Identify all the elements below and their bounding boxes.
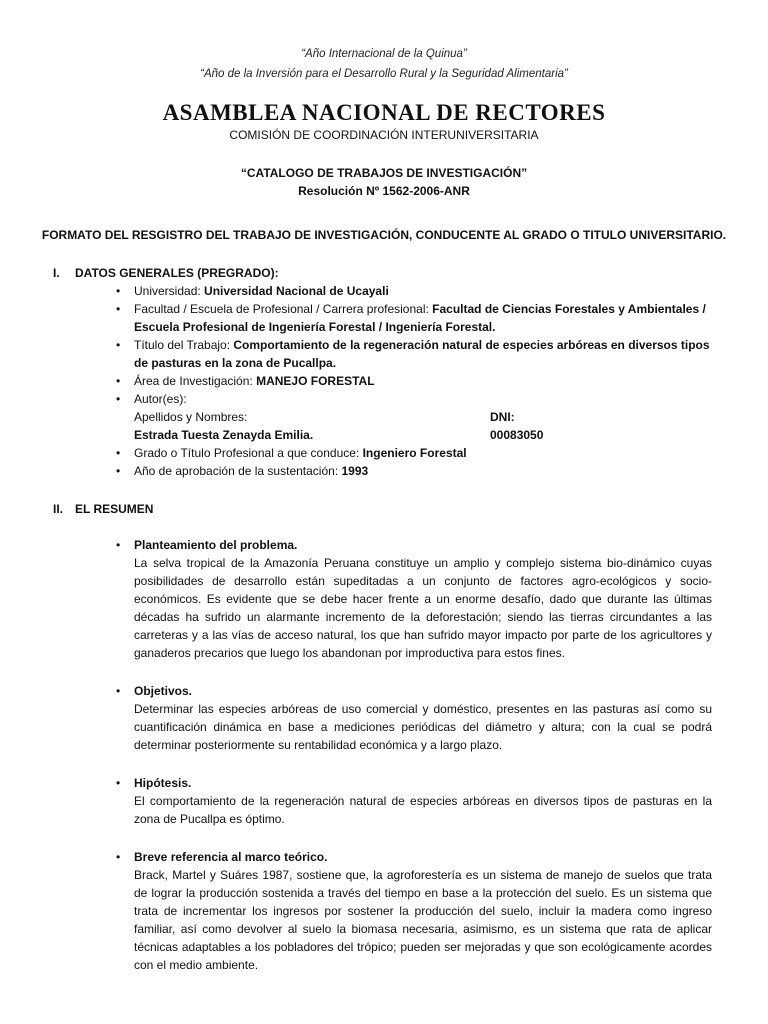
faculty-label: Facultad / Escuela de Profesional / Carrera profesional:: [134, 302, 433, 316]
objectives-text: Determinar las especies arbóreas de uso comercial y doméstico, presentes en las pasturas así como su cuantificación dinámica en base a mediciones periódicas del diámetro y altura; con la cual se podrá determinar posteriormente su rentabilidad económica y a largo plazo.: [134, 702, 712, 752]
faculty-separator: /: [699, 302, 706, 316]
bullet-icon: •: [116, 850, 121, 864]
names-label: Apellidos y Nombres:: [134, 410, 248, 424]
summary-objectives: [0, 682, 768, 754]
list-item-work-title: [0, 336, 768, 372]
summary-framework: [0, 848, 768, 974]
motto-line-1: “Año Internacional de la Quinua”: [301, 48, 467, 60]
bullet-icon: •: [116, 284, 121, 298]
research-area-value: MANEJO FORESTAL: [256, 374, 375, 388]
list-item-degree: [0, 444, 768, 462]
list-item-research-area: [0, 372, 768, 390]
document-title: ASAMBLEA NACIONAL DE RECTORES: [162, 100, 606, 125]
framework-title: Breve referencia al marco teórico.: [134, 850, 328, 864]
school-value: Escuela Profesional de Ingeniería Forestal: [134, 320, 376, 334]
dni-label: DNI:: [490, 410, 515, 424]
section-2-heading: [53, 500, 768, 518]
faculty-value: Facultad de Ciencias Forestales y Ambientales: [432, 302, 700, 316]
authors-label: Autor(es):: [134, 392, 187, 406]
degree-label: Grado o Título Profesional a que conduce:: [134, 446, 363, 460]
bullet-icon: •: [116, 538, 121, 552]
summary-problem: [0, 536, 768, 662]
author-row: [134, 426, 712, 444]
author-header-row: [134, 408, 712, 426]
section-1-heading: [53, 264, 768, 282]
section-1-number: I.: [53, 266, 60, 280]
university-label: Universidad:: [134, 284, 205, 298]
author-dni: 00083050: [490, 428, 544, 442]
university-value: Universidad Nacional de Ucayali: [204, 284, 389, 298]
section-2-title: EL RESUMEN: [75, 502, 154, 516]
bullet-icon: •: [116, 374, 121, 388]
catalog-title: “CATALOGO DE TRABAJOS DE INVESTIGACIÓN”: [240, 166, 528, 180]
career-value: Ingeniería Forestal.: [385, 320, 496, 334]
list-item-faculty: [0, 300, 768, 336]
problem-text: La selva tropical de la Amazonía Peruana constituye un amplio y complejo sistema bio-dinámico cuyas posibilidades de desarrollo están supeditadas a un conjunto de factores agro-ecológicos y socio-económicos. Es evidente que se debe hacer frente a un enorme desafío, dado que durante las últimas décadas ha sufrido un alarmante incremento de la deforestación; siendo las tierras circundantes a las carreteras y a las vías de acceso natural, los que han sufrido mayor impacto por parte de los agricultores y ganaderos precarios que luego los abandonan por improductiva para estos fines.: [134, 556, 712, 660]
general-data-list: [0, 282, 768, 480]
bullet-icon: •: [116, 684, 121, 698]
list-item-approval-year: [0, 462, 768, 480]
work-title-label: Título del Trabajo:: [134, 338, 234, 352]
summary-hypothesis: [0, 774, 768, 828]
list-item-university: [0, 282, 768, 300]
bullet-icon: •: [116, 392, 121, 406]
research-area-label: Área de Investigación:: [134, 374, 257, 388]
approval-year-label: Año de aprobación de la sustentación:: [134, 464, 342, 478]
bullet-icon: •: [116, 302, 121, 316]
section-2-number: II.: [53, 502, 64, 516]
document-subtitle: COMISIÓN DE COORDINACIÓN INTERUNIVERSITARIA: [229, 128, 539, 142]
bullet-icon: •: [116, 446, 121, 460]
motto-line-2: “Año de la Inversión para el Desarrollo Rural y la Seguridad Alimentaria”: [200, 68, 568, 80]
bullet-icon: •: [116, 776, 121, 790]
approval-year-value: 1993: [341, 464, 369, 478]
hypothesis-title: Hipótesis.: [134, 776, 192, 790]
summary-list: [0, 536, 768, 974]
problem-title: Planteamiento del problema.: [134, 538, 298, 552]
school-separator: /: [375, 320, 386, 334]
bullet-icon: •: [116, 338, 121, 352]
objectives-title: Objetivos.: [134, 684, 193, 698]
framework-text: Brack, Martel y Suáres 1987, sostiene que, la agroforestería es un sistema de manejo de suelos que trata de lograr la producción sostenida a través del tiempo en base a la protección del suelo. Es un sistema que trata de incrementar los ingresos por sostener la producción del suelo, incluir la madera como ingreso familiar, así como devolver al suelo la biomasa necesaria, asimismo, es un sistema que rata de aplicar técnicas adaptables a los pobladores del trópico; pueden ser mejoradas y que son ecológicamente acordes con el medio ambiente.: [134, 868, 712, 972]
resolution-number: Resolución Nº 1562-2006-ANR: [298, 184, 470, 198]
bullet-icon: •: [116, 464, 121, 478]
work-title-value: Comportamiento de la regeneración natural de especies arbóreas en diversos tipos de pasturas en la zona de Pucallpa.: [134, 338, 710, 370]
degree-value: Ingeniero Forestal: [362, 446, 467, 460]
hypothesis-text: El comportamiento de la regeneración natural de especies arbóreas en diversos tipos de pasturas en la zona de Pucallpa es óptimo.: [134, 794, 712, 826]
section-1-title: DATOS GENERALES (PREGRADO):: [75, 266, 279, 280]
list-item-authors: [0, 390, 768, 444]
format-heading: FORMATO DEL RESGISTRO DEL TRABAJO DE INVESTIGACIÓN, CONDUCENTE AL GRADO O TITULO UNIVERSITARIO.: [41, 228, 727, 242]
author-name: Estrada Tuesta Zenayda Emilia.: [134, 428, 314, 442]
